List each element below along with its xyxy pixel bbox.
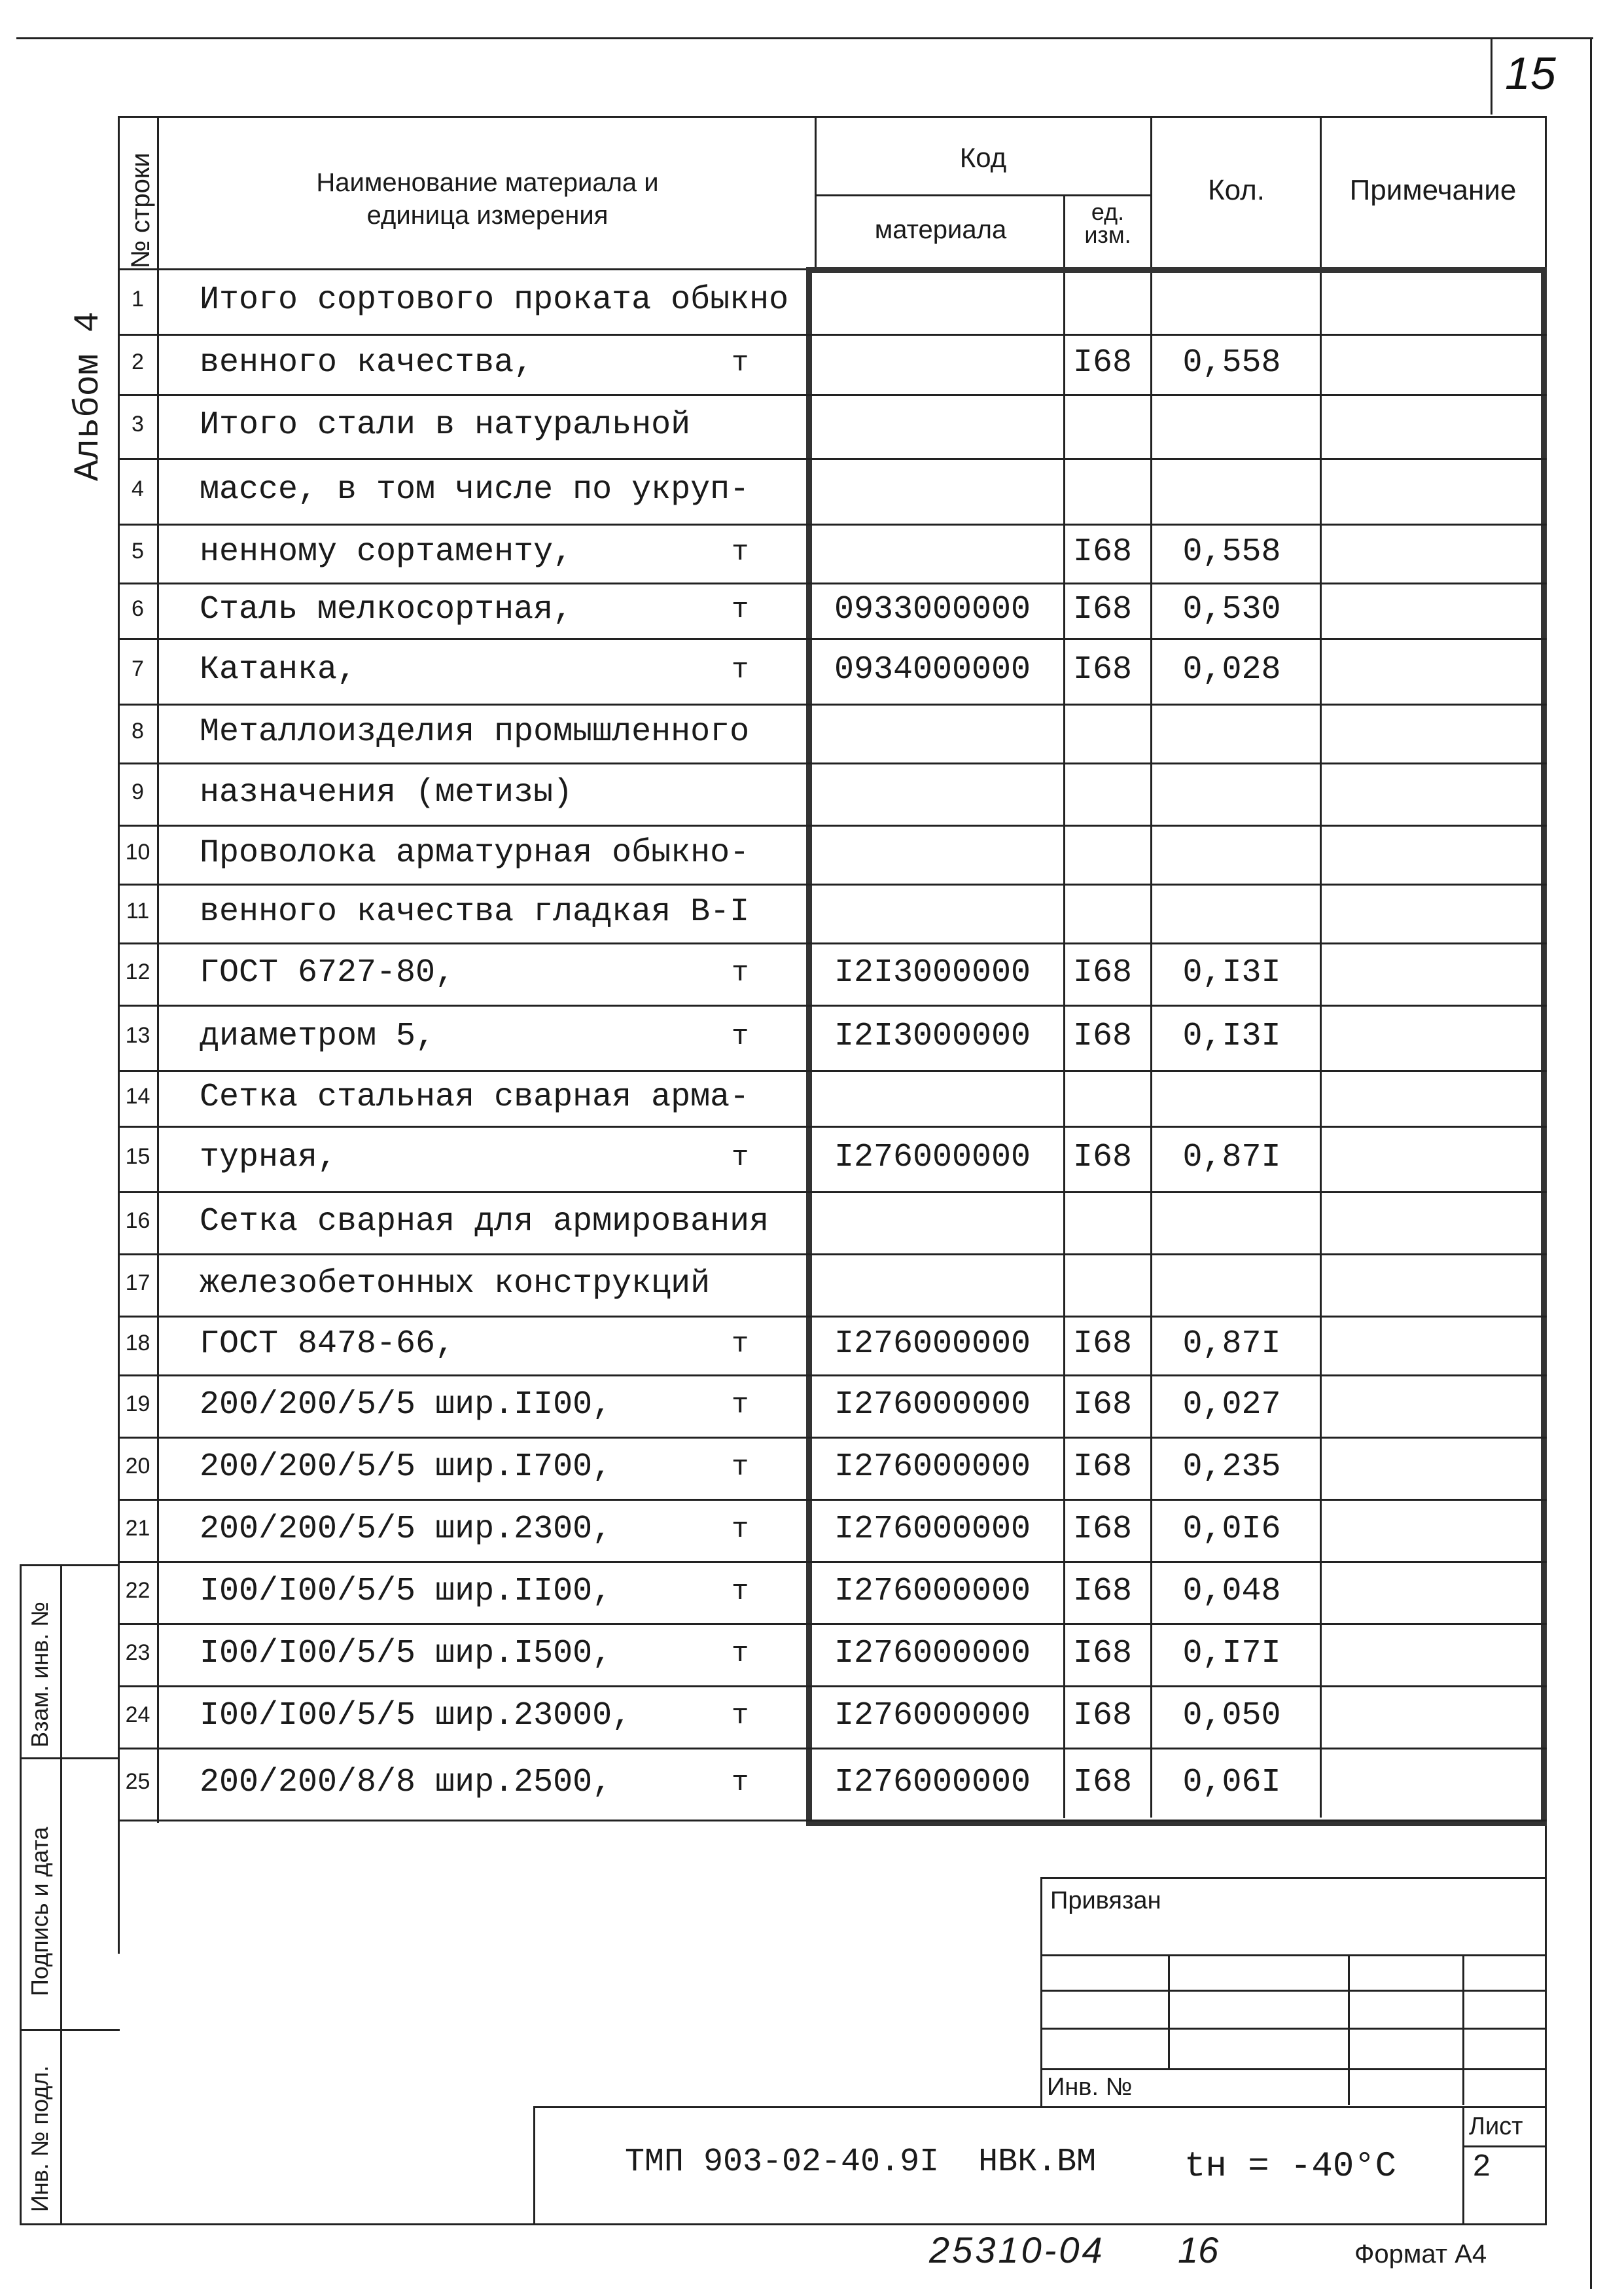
row-quantity: 0,558 [1182,344,1281,382]
row-number: 7 [132,656,144,681]
row-number: 14 [125,1083,150,1109]
attached-label: Привязан [1050,1887,1161,1914]
row-unit-letter: т [732,1450,749,1484]
side-stamp-bottom [20,2223,1547,2225]
row-material-name: венного качества гладкая В-I [200,893,750,931]
side-stamp-row2 [20,2029,120,2031]
row-divider [118,458,1547,460]
list-box-mid [1462,2145,1547,2147]
row-unit-letter: т [732,1637,749,1670]
row-unit-letter: т [732,593,749,626]
row-divider [118,1820,1547,1821]
row-unit-code: I68 [1072,1018,1132,1055]
archive-sheet-number: 16 [1178,2229,1219,2270]
row-material-name: 200/200/8/8 шир.2500, [200,1764,612,1801]
replace-inv-label: Взам. инв. № [26,1601,53,1748]
paper-format: Формат А4 [1354,2240,1487,2269]
row-unit-code: I68 [1072,1696,1132,1734]
qty-header: Кол. [1207,174,1265,206]
row-quantity: 0,06I [1182,1764,1281,1801]
row-unit-code: I68 [1072,1510,1132,1548]
row-material-code: 0934000000 [834,651,1031,689]
thick-frame-left [806,268,812,1826]
row-divider [118,1316,1547,1318]
title-block-col2 [1348,1954,1350,2105]
row-unit-code: I68 [1072,1139,1132,1176]
temperature-label: tн = -40°С [1184,2147,1397,2187]
row-divider [118,1437,1547,1439]
row-number: 8 [132,719,144,744]
row-unit-code: I68 [1072,651,1132,689]
document-code: ТМП 903-02-40.9I НВК.ВМ [625,2144,1097,2181]
row-material-name: Катанка, [200,651,357,689]
row-number: 6 [132,596,144,621]
material-header: материала [874,215,1007,244]
table-top-line [118,116,1547,118]
row-number: 25 [125,1769,150,1794]
row-divider [118,942,1547,944]
row-number: 21 [125,1515,150,1541]
unit-header-line2: изм. [1084,221,1131,248]
page-number-box-left [1491,37,1492,115]
row-material-name: 200/200/5/5 шир.2300, [200,1510,612,1548]
row-unit-letter: т [732,1328,749,1361]
row-quantity: 0,87I [1182,1139,1281,1176]
page-number: 15 [1505,48,1556,99]
row-material-name: I00/I00/5/5 шир.I500, [200,1634,612,1672]
sheet-label: Лист [1469,2113,1523,2140]
row-material-name: I00/I00/5/5 шир.23000, [200,1696,632,1734]
row-quantity: 0,I3I [1182,954,1281,992]
row-material-code: I276000000 [834,1696,1031,1734]
row-material-name: I00/I00/5/5 шир.II00, [200,1572,612,1610]
row-quantity: 0,050 [1182,1696,1281,1734]
title-block-col1 [1168,1954,1170,2068]
row-material-name: 200/200/5/5 шир.I700, [200,1448,612,1486]
row-unit-letter: т [732,956,749,990]
doc-box-left [533,2106,535,2224]
row-divider [118,1623,1547,1625]
row-material-name: Итого сортового проката обыкно [200,281,789,319]
side-stamp-mid [60,1564,62,2225]
row-divider [118,394,1547,396]
row-quantity: 0,I7I [1182,1634,1281,1672]
title-block-row2 [1040,1990,1547,1992]
row-unit-code: I68 [1072,1325,1132,1363]
row-number: 4 [132,476,144,501]
name-header-line1: Наименование материала и [316,168,659,197]
top-frame-line [16,37,1593,39]
row-divider [118,524,1547,526]
table-name-col-line [157,116,159,1823]
row-divider [118,1499,1547,1501]
row-number: 13 [125,1023,150,1048]
row-divider [118,825,1547,827]
row-material-code: I276000000 [834,1325,1031,1363]
row-unit-letter: т [732,1513,749,1546]
row-material-name: ГОСТ 8478-66, [200,1325,455,1363]
row-quantity: 0,0I6 [1182,1510,1281,1548]
row-number: 22 [125,1577,150,1603]
name-header-line2: единица измерения [366,201,609,230]
title-block-row3 [1040,2028,1547,2030]
row-material-name: Сетка стальная сварная арма- [200,1078,750,1116]
row-unit-code: I68 [1072,1634,1132,1672]
title-block-left [1040,1877,1042,2106]
row-number: 23 [125,1640,150,1665]
row-divider [118,583,1547,584]
row-material-code: I276000000 [834,1634,1031,1672]
row-number: 24 [125,1702,150,1727]
row-quantity: 0,028 [1182,651,1281,689]
row-unit-letter: т [732,1699,749,1732]
row-number: 5 [132,539,144,564]
archive-number: 25310-04 [929,2229,1105,2270]
title-block-row1 [1040,1954,1547,1956]
row-divider [118,704,1547,706]
row-material-code: I276000000 [834,1139,1031,1176]
row-quantity: 0,027 [1182,1386,1281,1424]
row-unit-letter: т [732,654,749,687]
row-number: 17 [125,1270,150,1295]
sheet-value: 2 [1472,2150,1491,2185]
thick-frame-top [806,267,1547,273]
row-divider [118,1126,1547,1128]
row-quantity: 0,235 [1182,1448,1281,1486]
row-number: 16 [125,1208,150,1233]
table-unit-col-line [1063,195,1065,1818]
row-material-name: ГОСТ 6727-80, [200,954,455,992]
side-stamp-top [20,1564,120,1566]
inv-no-label: Инв. № [1047,2073,1133,2101]
row-unit-letter: т [732,536,749,569]
row-divider [118,1005,1547,1007]
row-material-name: Проволока арматурная обыкно- [200,834,750,872]
row-divider [118,638,1547,640]
row-material-name: Итого стали в натуральной [200,406,691,444]
row-unit-letter: т [732,1141,749,1174]
row-unit-code: I68 [1072,1386,1132,1424]
signature-date-label: Подпись и дата [26,1827,53,1996]
row-unit-letter: т [732,1575,749,1608]
row-material-name: Сетка сварная для армирования [200,1202,769,1240]
row-number-header: № строки [126,152,155,268]
row-material-name: ненному сортаменту, [200,533,573,571]
row-number: 9 [132,779,144,804]
album-label: Альбом 4 [69,311,109,481]
doc-box-top [533,2106,1547,2108]
row-divider [118,762,1547,764]
row-unit-code: I68 [1072,954,1132,992]
row-quantity: 0,87I [1182,1325,1281,1363]
row-material-name: турная, [200,1139,338,1176]
row-material-name: 200/200/5/5 шир.II00, [200,1386,612,1424]
row-quantity: 0,I3I [1182,1018,1281,1055]
row-quantity: 0,558 [1182,533,1281,571]
row-quantity: 0,048 [1182,1572,1281,1610]
row-material-name: Сталь мелкосортная, [200,590,573,628]
row-number: 10 [125,840,150,865]
side-stamp-row1 [20,1757,120,1759]
row-number: 19 [125,1391,150,1416]
title-block-top [1040,1877,1547,1879]
row-divider [118,1191,1547,1193]
title-block-row4 [1040,2068,1547,2070]
row-divider [118,1561,1547,1563]
row-material-code: I2I3000000 [834,954,1031,992]
row-divider [118,1748,1547,1749]
list-box-left [1462,2106,1464,2224]
row-unit-letter: т [732,347,749,380]
row-material-code: I276000000 [834,1386,1031,1424]
original-inv-label: Инв. № подл. [26,2065,53,2212]
note-header: Примечание [1349,174,1517,206]
row-unit-code: I68 [1072,590,1132,628]
row-unit-code: I68 [1072,533,1132,571]
unit-header-line1: ед. [1091,198,1125,225]
right-frame-line [1590,37,1592,2289]
row-material-name: железобетонных конструкций [200,1265,711,1302]
row-quantity: 0,530 [1182,590,1281,628]
row-number: 3 [132,412,144,437]
row-material-name: венного качества, [200,344,534,382]
row-divider [118,1070,1547,1072]
row-divider [118,1685,1547,1687]
row-unit-code: I68 [1072,1448,1132,1486]
row-unit-letter: т [732,1388,749,1422]
row-material-code: I276000000 [834,1510,1031,1548]
side-stamp-left [20,1564,22,2225]
row-unit-code: I68 [1072,344,1132,382]
row-material-code: 0933000000 [834,590,1031,628]
row-material-code: I276000000 [834,1764,1031,1801]
row-number: 2 [132,350,144,374]
row-unit-letter: т [732,1767,749,1799]
code-subheader-line [815,194,1150,196]
row-material-name: Металлоизделия промышленного [200,713,750,751]
row-number: 1 [132,287,144,312]
row-number: 11 [126,899,150,924]
row-divider [118,884,1547,886]
row-number: 20 [125,1453,150,1479]
row-unit-code: I68 [1072,1764,1132,1801]
row-number: 15 [125,1144,150,1169]
row-divider [118,334,1547,336]
thick-frame-right [1541,268,1547,1826]
title-block-col3 [1462,1954,1464,2105]
row-material-code: I276000000 [834,1448,1031,1486]
row-material-name: диаметром 5, [200,1018,436,1055]
row-material-code: I276000000 [834,1572,1031,1610]
row-material-name: назначения (метизы) [200,774,573,812]
code-header: Код [959,142,1007,173]
row-divider [118,1253,1547,1255]
row-number: 12 [125,959,150,984]
row-number: 18 [125,1331,150,1355]
row-unit-code: I68 [1072,1572,1132,1610]
row-material-code: I2I3000000 [834,1018,1031,1055]
row-unit-letter: т [732,1020,749,1053]
row-divider [118,1374,1547,1376]
row-material-name: массе, в том числе по укруп- [200,471,750,509]
